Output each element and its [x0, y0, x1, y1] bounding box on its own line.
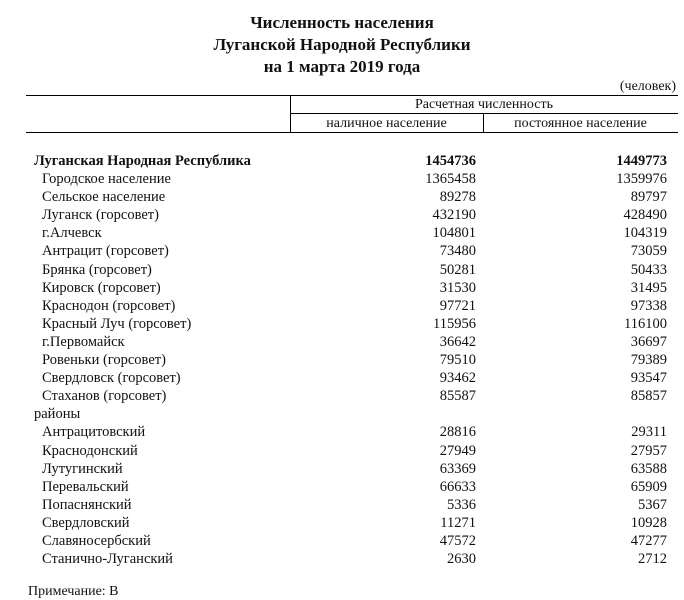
row-permanent-value: 27957 [630, 442, 667, 459]
row-name: Кировск (горсовет) [42, 279, 161, 296]
row-present-value: 1365458 [425, 171, 476, 187]
row-permanent-value: 104319 [623, 225, 667, 242]
table-row [0, 315, 684, 333]
row-present-value: 31530 [439, 279, 476, 296]
row-present-value: 1454736 [425, 153, 476, 169]
row-present-value: 432190 [432, 207, 476, 224]
row-name: Городское население [42, 171, 171, 187]
page-title-line-1: Численность населения [250, 13, 434, 32]
row-present-value: 73480 [439, 243, 476, 260]
row-name: Антрацитовский [42, 424, 146, 441]
footer-note-fragment: Примечание: В [28, 584, 119, 599]
row-name: Перевальский [42, 478, 129, 495]
table-row [0, 478, 684, 496]
table-row [0, 532, 684, 550]
row-present-value: 2630 [447, 551, 476, 568]
table-row [0, 206, 684, 224]
table-row [0, 387, 684, 405]
table-row-total [0, 152, 684, 170]
row-permanent-value: 50433 [630, 261, 667, 278]
table-row [0, 351, 684, 369]
row-permanent-value: 63588 [630, 460, 667, 477]
row-present-value: 85587 [439, 388, 476, 405]
row-name: Антрацит (горсовет) [42, 243, 169, 260]
page-title-line-2: Луганской Народной Республики [213, 35, 471, 54]
row-present-value: 89278 [439, 189, 476, 206]
row-name: Брянка (горсовет) [42, 261, 152, 278]
row-name: Красный Луч (горсовет) [42, 315, 192, 332]
row-permanent-value: 79389 [630, 352, 667, 368]
table-row [0, 514, 684, 532]
row-name: Сельское население [42, 189, 166, 206]
header-group-label: Расчетная численность [415, 97, 553, 112]
row-permanent-value: 29311 [631, 424, 667, 441]
row-present-value: 79510 [439, 352, 476, 368]
col-permanent-header: постоянное население [514, 116, 647, 131]
row-permanent-value: 1449773 [616, 153, 667, 169]
row-name: Свердловский [42, 514, 130, 531]
unit-label: (человек) [619, 79, 676, 94]
table-row [0, 224, 684, 242]
row-name: Попаснянский [42, 496, 132, 513]
row-name: районы [34, 406, 81, 423]
header-top-rule [26, 95, 678, 96]
row-permanent-value: 2712 [638, 551, 667, 568]
row-name: Краснодон (горсовет) [42, 297, 176, 314]
row-present-value: 97721 [439, 297, 476, 314]
row-present-value: 63369 [439, 460, 476, 477]
row-permanent-value: 5367 [638, 496, 667, 513]
row-permanent-value: 47277 [630, 533, 667, 549]
table-row [0, 496, 684, 514]
row-permanent-value: 31495 [630, 279, 667, 296]
row-permanent-value: 93547 [630, 370, 667, 387]
row-present-value: 27949 [439, 442, 476, 459]
row-name: г.Алчевск [42, 225, 102, 242]
row-permanent-value: 97338 [630, 297, 667, 314]
row-name: Станично-Луганский [42, 551, 173, 568]
table-row [0, 369, 684, 387]
row-permanent-value: 428490 [623, 207, 667, 224]
page-title-line-3: на 1 марта 2019 года [263, 57, 421, 76]
table-row [0, 460, 684, 478]
row-present-value: 115956 [433, 315, 476, 332]
table-row [0, 333, 684, 351]
table-row [0, 279, 684, 297]
row-name: Луганская Народная Республика [34, 153, 251, 169]
row-permanent-value: 1359976 [616, 171, 667, 187]
row-permanent-value: 73059 [630, 243, 667, 260]
table-row [0, 170, 684, 188]
row-permanent-value: 116100 [624, 315, 667, 332]
row-name: Луганск (горсовет) [42, 207, 159, 224]
row-name: г.Первомайск [42, 333, 125, 350]
row-name: Славяносербский [42, 533, 151, 549]
row-present-value: 36642 [439, 333, 476, 350]
table-row [0, 442, 684, 460]
table-row [0, 261, 684, 279]
row-present-value: 104801 [432, 225, 476, 242]
row-present-value: 66633 [439, 478, 476, 495]
row-name: Свердловск (горсовет) [42, 370, 181, 387]
row-present-value: 28816 [439, 424, 476, 441]
table-row [0, 188, 684, 206]
table-row [0, 550, 684, 568]
row-permanent-value: 85857 [630, 388, 667, 405]
header-bottom-rule [26, 132, 678, 133]
row-present-value: 50281 [439, 261, 476, 278]
table-row [0, 405, 684, 423]
row-name: Ровеньки (горсовет) [42, 352, 166, 368]
row-permanent-value: 36697 [630, 333, 667, 350]
table-row [0, 297, 684, 315]
row-permanent-value: 10928 [630, 514, 667, 531]
col-present-header: наличное население [326, 116, 447, 131]
row-present-value: 93462 [439, 370, 476, 387]
header-mid-rule [290, 113, 678, 114]
row-present-value: 5336 [447, 496, 476, 513]
table-row [0, 423, 684, 441]
row-name: Лутугинский [42, 460, 123, 477]
row-permanent-value: 65909 [630, 478, 667, 495]
row-present-value: 11271 [440, 514, 476, 531]
row-present-value: 47572 [439, 533, 476, 549]
row-permanent-value: 89797 [630, 189, 667, 206]
table-row [0, 242, 684, 260]
row-name: Краснодонский [42, 442, 138, 459]
row-name: Стаханов (горсовет) [42, 388, 167, 405]
